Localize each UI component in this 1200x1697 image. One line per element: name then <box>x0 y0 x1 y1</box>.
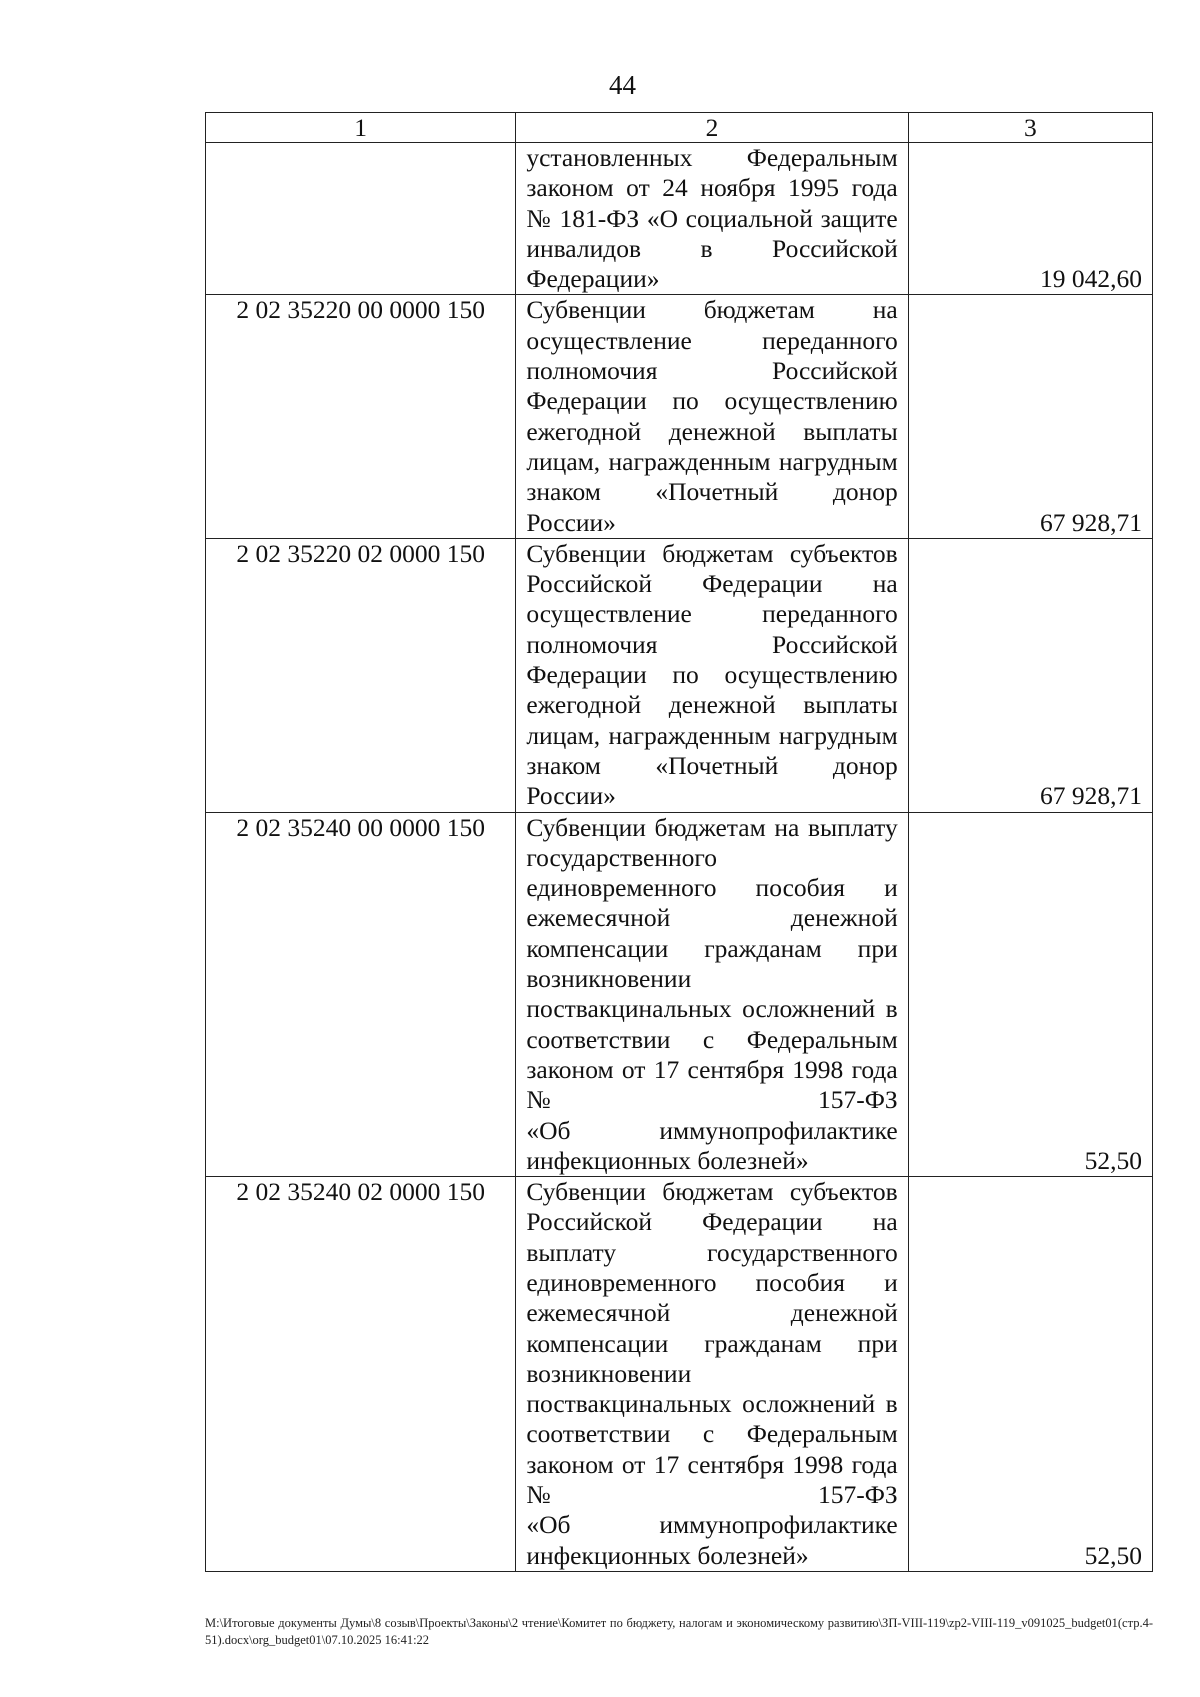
file-path-footer: M:\Итоговые документы Думы\8 созыв\Проекты\Законы\2 чтение\Комитет по бюджету, налогам и экономическому развитию\ЗП-VIII-119\zp2-VIII-119_v091025_budget01(стр.4-51).docx\org_budget01\07.10.2025 16:41:22 <box>205 1616 1153 1647</box>
revenue-name-line: лицам, награжденным нагрудным <box>526 446 898 476</box>
revenue-name-line: № 157-ФЗ <box>526 1085 898 1115</box>
revenue-name-line: инфекционных болезней» <box>526 1145 809 1175</box>
amount-cell: 67 928,71 <box>908 538 1152 812</box>
revenue-name-line: Субвенции бюджетам субъектов <box>526 1177 898 1207</box>
revenue-name-line: законом от 17 сентября 1998 года <box>526 1449 898 1479</box>
revenue-name-line: осуществление переданного <box>526 599 898 629</box>
revenue-name-line: «Об иммунопрофилактике <box>526 1510 898 1540</box>
budget-code-cell: 2 02 35220 02 0000 150 <box>206 538 516 812</box>
revenue-name-line: поствакцинальных осложнений в <box>526 994 898 1024</box>
revenue-name-line: Российской Федерации на <box>526 1207 898 1237</box>
revenue-name-cell <box>516 538 908 812</box>
budget-code-cell: 2 02 35220 00 0000 150 <box>206 295 516 538</box>
revenue-name-line: лицам, награжденным нагрудным <box>526 720 898 750</box>
revenue-name-line: осуществление переданного <box>526 325 898 355</box>
revenue-name-line: ежемесячной денежной <box>526 1298 898 1328</box>
amount-cell: 67 928,71 <box>908 295 1152 538</box>
header-col-3: 3 <box>908 113 1152 143</box>
table-row <box>206 812 1153 1177</box>
budget-code-cell: 2 02 35240 02 0000 150 <box>206 1177 516 1572</box>
revenue-name-line: законом от 17 сентября 1998 года <box>526 1054 898 1084</box>
revenue-name-cell <box>516 812 908 1177</box>
table-body <box>206 143 1153 1572</box>
table-row <box>206 143 1153 295</box>
revenue-name-line: России» <box>526 781 616 811</box>
revenue-name-line: знаком «Почетный донор <box>526 477 898 507</box>
revenue-name-cell <box>516 143 908 295</box>
header-col-1: 1 <box>206 113 516 143</box>
amount-cell: 52,50 <box>908 812 1152 1177</box>
revenue-name-line: России» <box>526 507 616 537</box>
revenue-name-line: государственного <box>526 842 717 872</box>
revenue-name-line: поствакцинальных осложнений в <box>526 1389 898 1419</box>
revenue-name-line: Федерации по осуществлению <box>526 386 898 416</box>
revenue-name-line: инвалидов в Российской <box>526 233 898 263</box>
revenue-name-line: Российской Федерации на <box>526 569 898 599</box>
revenue-name-line: единовременного пособия и <box>526 1267 898 1297</box>
revenue-name-line: Федерации по осуществлению <box>526 660 898 690</box>
revenue-name-line: компенсации гражданам при <box>526 933 898 963</box>
revenue-name-line: соответствии с Федеральным <box>526 1024 898 1054</box>
revenue-name-line: возникновении <box>526 1358 692 1388</box>
revenue-name-line: ежегодной денежной выплаты <box>526 690 898 720</box>
revenue-name-line: № 181-ФЗ «О социальной защите <box>526 203 898 233</box>
revenue-name-line: компенсации гражданам при <box>526 1328 898 1358</box>
budget-table <box>205 112 1153 1572</box>
revenue-name-line: № 157-ФЗ <box>526 1480 898 1510</box>
revenue-name-line: полномочия Российской <box>526 629 898 659</box>
revenue-name-line: инфекционных болезней» <box>526 1540 809 1570</box>
revenue-name-line: Субвенции бюджетам субъектов <box>526 538 898 568</box>
revenue-name-line: установленных Федеральным <box>526 143 898 172</box>
revenue-name-line: знаком «Почетный донор <box>526 750 898 780</box>
revenue-name-cell <box>516 295 908 538</box>
amount-cell: 52,50 <box>908 1177 1152 1572</box>
table-row <box>206 295 1153 538</box>
budget-code-cell: 2 02 35240 00 0000 150 <box>206 812 516 1177</box>
revenue-name-line: законом от 24 ноября 1995 года <box>526 173 898 203</box>
table-row <box>206 538 1153 812</box>
amount-cell: 19 042,60 <box>908 143 1152 295</box>
revenue-name-line: возникновении <box>526 964 692 994</box>
revenue-name-line: выплату государственного <box>526 1237 898 1267</box>
revenue-name-line: соответствии с Федеральным <box>526 1419 898 1449</box>
budget-code-cell <box>206 143 516 295</box>
revenue-name-line: Федерации» <box>526 264 660 294</box>
revenue-name-line: Субвенции бюджетам на выплату <box>526 812 898 842</box>
revenue-name-line: Субвенции бюджетам на <box>526 295 898 325</box>
revenue-name-line: единовременного пособия и <box>526 873 898 903</box>
revenue-name-line: ежегодной денежной выплаты <box>526 416 898 446</box>
header-col-2: 2 <box>516 113 908 143</box>
revenue-name-line: полномочия Российской <box>526 356 898 386</box>
table-row <box>206 1177 1153 1572</box>
revenue-name-cell <box>516 1177 908 1572</box>
table-header-row <box>206 113 1153 143</box>
page-number: 44 <box>609 70 636 100</box>
revenue-name-line: ежемесячной денежной <box>526 903 898 933</box>
revenue-name-line: «Об иммунопрофилактике <box>526 1115 898 1145</box>
